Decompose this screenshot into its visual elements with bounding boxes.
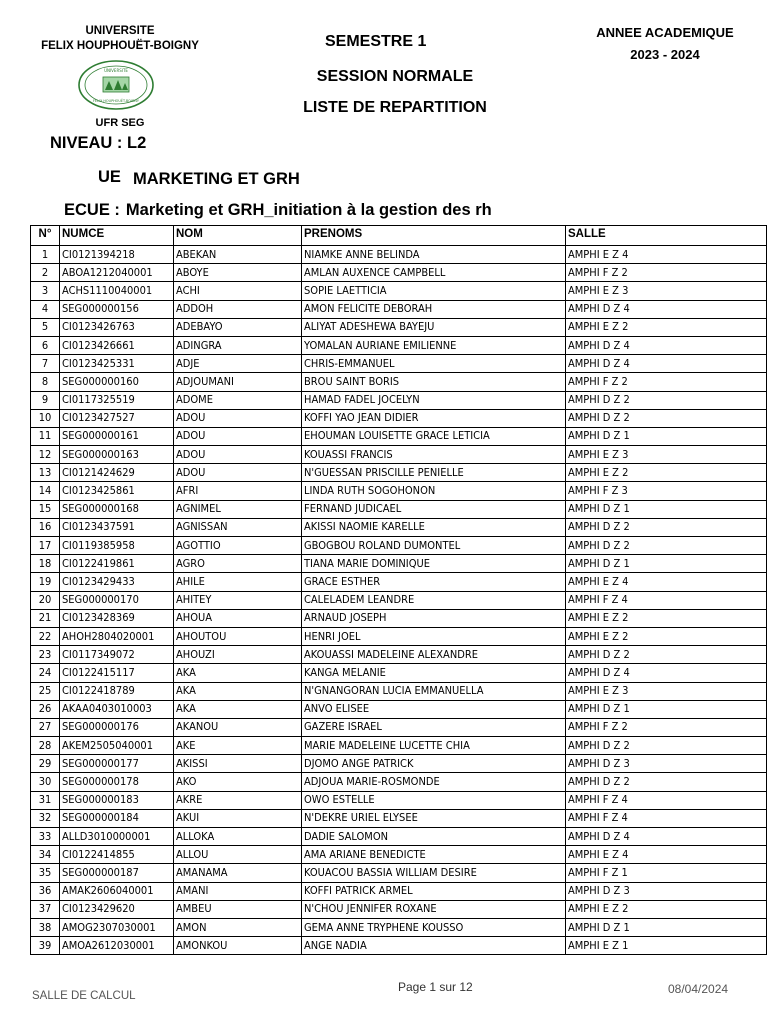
cell-nom: AHOUA <box>174 609 302 627</box>
table-body <box>31 246 767 955</box>
cell-num: 39 <box>31 937 60 955</box>
cell-numce: SEG000000156 <box>60 300 174 318</box>
cell-salle: AMPHI D Z 1 <box>566 700 767 718</box>
cell-prenoms: KOFFI PATRICK ARMEL <box>302 882 566 900</box>
cell-numce: CI0123428369 <box>60 609 174 627</box>
cell-numce: AMOG2307030001 <box>60 918 174 936</box>
cell-numce: SEG000000161 <box>60 427 174 445</box>
cell-numce: CI0119385958 <box>60 537 174 555</box>
cell-numce: AHOH2804020001 <box>60 627 174 645</box>
cell-nom: AKANOU <box>174 718 302 736</box>
ue-label: UE <box>98 168 121 186</box>
cell-salle: AMPHI E Z 3 <box>566 446 767 464</box>
liste-title: LISTE DE REPARTITION <box>303 99 487 116</box>
cell-num: 13 <box>31 464 60 482</box>
cell-numce: CI0122414855 <box>60 846 174 864</box>
cell-numce: SEG000000178 <box>60 773 174 791</box>
cell-prenoms: BROU SAINT BORIS <box>302 373 566 391</box>
cell-numce: SEG000000168 <box>60 500 174 518</box>
annee-label: ANNEE ACADEMIQUE <box>596 25 734 40</box>
cell-nom: ABOYE <box>174 264 302 282</box>
table-row <box>31 718 767 736</box>
cell-nom: AMONKOU <box>174 937 302 955</box>
cell-salle: AMPHI F Z 4 <box>566 591 767 609</box>
cell-prenoms: GBOGBOU ROLAND DUMONTEL <box>302 537 566 555</box>
table-row <box>31 373 767 391</box>
cell-prenoms: GRACE ESTHER <box>302 573 566 591</box>
cell-prenoms: CHRIS-EMMANUEL <box>302 355 566 373</box>
cell-numce: ACHS1110040001 <box>60 282 174 300</box>
logo-text-top: UNIVERSITE <box>104 68 128 73</box>
cell-num: 33 <box>31 828 60 846</box>
cell-num: 35 <box>31 864 60 882</box>
cell-prenoms: AKISSI NAOMIE KARELLE <box>302 518 566 536</box>
cell-nom: ADJOUMANI <box>174 373 302 391</box>
cell-nom: AHOUTOU <box>174 627 302 645</box>
cell-salle: AMPHI D Z 2 <box>566 773 767 791</box>
cell-num: 7 <box>31 355 60 373</box>
cell-salle: AMPHI E Z 2 <box>566 627 767 645</box>
cell-numce: SEG000000187 <box>60 864 174 882</box>
cell-salle: AMPHI F Z 2 <box>566 264 767 282</box>
table-row <box>31 791 767 809</box>
cell-nom: ADDOH <box>174 300 302 318</box>
cell-num: 2 <box>31 264 60 282</box>
cell-num: 8 <box>31 373 60 391</box>
table-row <box>31 664 767 682</box>
cell-nom: ADOME <box>174 391 302 409</box>
cell-num: 4 <box>31 300 60 318</box>
cell-nom: AKE <box>174 737 302 755</box>
cell-nom: AKRE <box>174 791 302 809</box>
cell-prenoms: HENRI JOEL <box>302 627 566 645</box>
cell-prenoms: KOFFI YAO JEAN DIDIER <box>302 409 566 427</box>
cell-prenoms: ARNAUD JOSEPH <box>302 609 566 627</box>
cell-prenoms: N'CHOU JENNIFER ROXANE <box>302 900 566 918</box>
table-row <box>31 755 767 773</box>
cell-nom: ADINGRA <box>174 336 302 354</box>
cell-nom: AKA <box>174 682 302 700</box>
footer-room: SALLE DE CALCUL <box>32 990 136 1002</box>
cell-salle: AMPHI D Z 1 <box>566 918 767 936</box>
cell-numce: SEG000000170 <box>60 591 174 609</box>
cell-prenoms: N'DEKRE URIEL ELYSEE <box>302 809 566 827</box>
cell-salle: AMPHI E Z 3 <box>566 282 767 300</box>
cell-prenoms: ANGE NADIA <box>302 937 566 955</box>
table-row <box>31 682 767 700</box>
column-num-header: N° <box>31 226 60 246</box>
cell-num: 14 <box>31 482 60 500</box>
cell-salle: AMPHI D Z 2 <box>566 391 767 409</box>
cell-num: 10 <box>31 409 60 427</box>
logo-text-bottom: FELIX HOUPHOUËT-BOIGNY <box>92 99 140 103</box>
cell-salle: AMPHI E Z 4 <box>566 246 767 264</box>
university-line2: FELIX HOUPHOUËT-BOIGNY <box>41 40 199 52</box>
cell-prenoms: OWO ESTELLE <box>302 791 566 809</box>
cell-num: 20 <box>31 591 60 609</box>
semestre-title: SEMESTRE 1 <box>325 33 427 50</box>
cell-prenoms: GEMA ANNE TRYPHENE KOUSSO <box>302 918 566 936</box>
cell-nom: AGRO <box>174 555 302 573</box>
table-row <box>31 937 767 955</box>
ufr-label: UFR SEG <box>95 117 145 129</box>
cell-prenoms: YOMALAN AURIANE EMILIENNE <box>302 336 566 354</box>
table-row <box>31 846 767 864</box>
cell-nom: AGNIMEL <box>174 500 302 518</box>
table-row <box>31 591 767 609</box>
cell-salle: AMPHI F Z 4 <box>566 791 767 809</box>
cell-prenoms: LINDA RUTH SOGOHONON <box>302 482 566 500</box>
column-nom-header: NOM <box>174 226 302 246</box>
cell-num: 3 <box>31 282 60 300</box>
table-row <box>31 900 767 918</box>
cell-salle: AMPHI D Z 1 <box>566 555 767 573</box>
cell-prenoms: AMON FELICITE DEBORAH <box>302 300 566 318</box>
table-row <box>31 409 767 427</box>
table-row <box>31 282 767 300</box>
cell-numce: CI0123426763 <box>60 318 174 336</box>
cell-num: 36 <box>31 882 60 900</box>
cell-num: 6 <box>31 336 60 354</box>
cell-numce: SEG000000184 <box>60 809 174 827</box>
page-number: Page 1 sur 12 <box>398 980 473 994</box>
cell-nom: AMON <box>174 918 302 936</box>
cell-salle: AMPHI E Z 1 <box>566 937 767 955</box>
cell-num: 22 <box>31 627 60 645</box>
cell-num: 28 <box>31 737 60 755</box>
cell-nom: ALLOU <box>174 846 302 864</box>
cell-numce: SEG000000177 <box>60 755 174 773</box>
cell-salle: AMPHI D Z 2 <box>566 518 767 536</box>
cell-num: 9 <box>31 391 60 409</box>
cell-salle: AMPHI F Z 4 <box>566 809 767 827</box>
table-row <box>31 609 767 627</box>
table-row <box>31 446 767 464</box>
cell-salle: AMPHI E Z 2 <box>566 318 767 336</box>
cell-salle: AMPHI F Z 1 <box>566 864 767 882</box>
cell-prenoms: CALELADEM LEANDRE <box>302 591 566 609</box>
cell-salle: AMPHI E Z 4 <box>566 846 767 864</box>
cell-nom: AGOTTIO <box>174 537 302 555</box>
cell-num: 5 <box>31 318 60 336</box>
table-row <box>31 500 767 518</box>
cell-prenoms: FERNAND JUDICAEL <box>302 500 566 518</box>
cell-salle: AMPHI E Z 2 <box>566 609 767 627</box>
cell-nom: AFRI <box>174 482 302 500</box>
ecue-value: Marketing et GRH_initiation à la gestion des rh <box>125 201 492 219</box>
cell-nom: ADOU <box>174 409 302 427</box>
cell-prenoms: N'GUESSAN PRISCILLE PENIELLE <box>302 464 566 482</box>
cell-numce: CI0122415117 <box>60 664 174 682</box>
cell-prenoms: AKOUASSI MADELEINE ALEXANDRE <box>302 646 566 664</box>
cell-num: 30 <box>31 773 60 791</box>
cell-num: 27 <box>31 718 60 736</box>
cell-numce: CI0123437591 <box>60 518 174 536</box>
cell-salle: AMPHI D Z 2 <box>566 737 767 755</box>
table-row <box>31 300 767 318</box>
academic-year <box>575 22 755 66</box>
cell-num: 19 <box>31 573 60 591</box>
table-row <box>31 391 767 409</box>
cell-num: 34 <box>31 846 60 864</box>
table-row <box>31 809 767 827</box>
cell-nom: ADJE <box>174 355 302 373</box>
cell-nom: ACHI <box>174 282 302 300</box>
cell-num: 31 <box>31 791 60 809</box>
ue-value: MARKETING ET GRH <box>133 170 300 188</box>
cell-prenoms: KANGA MELANIE <box>302 664 566 682</box>
table-row <box>31 828 767 846</box>
repartition-table <box>30 225 767 955</box>
niveau-label: NIVEAU : L2 <box>50 134 147 152</box>
cell-num: 11 <box>31 427 60 445</box>
cell-nom: AMBEU <box>174 900 302 918</box>
table-row <box>31 627 767 645</box>
cell-salle: AMPHI F Z 2 <box>566 718 767 736</box>
cell-numce: AKEM2505040001 <box>60 737 174 755</box>
cell-salle: AMPHI D Z 4 <box>566 300 767 318</box>
cell-num: 16 <box>31 518 60 536</box>
cell-num: 15 <box>31 500 60 518</box>
cell-nom: AKISSI <box>174 755 302 773</box>
cell-numce: AKAA0403010003 <box>60 700 174 718</box>
table-row <box>31 355 767 373</box>
cell-salle: AMPHI D Z 1 <box>566 500 767 518</box>
cell-prenoms: EHOUMAN LOUISETTE GRACE LETICIA <box>302 427 566 445</box>
cell-salle: AMPHI E Z 2 <box>566 900 767 918</box>
cell-num: 38 <box>31 918 60 936</box>
cell-numce: SEG000000176 <box>60 718 174 736</box>
cell-num: 25 <box>31 682 60 700</box>
cell-salle: AMPHI D Z 2 <box>566 537 767 555</box>
cell-numce: CI0123425331 <box>60 355 174 373</box>
cell-nom: AKUI <box>174 809 302 827</box>
table-row <box>31 482 767 500</box>
cell-prenoms: AMA ARIANE BENEDICTE <box>302 846 566 864</box>
cell-num: 1 <box>31 246 60 264</box>
cell-salle: AMPHI D Z 2 <box>566 409 767 427</box>
cell-numce: CI0123429620 <box>60 900 174 918</box>
cell-nom: AMANI <box>174 882 302 900</box>
cell-prenoms: ADJOUA MARIE-ROSMONDE <box>302 773 566 791</box>
cell-salle: AMPHI D Z 4 <box>566 664 767 682</box>
cell-num: 23 <box>31 646 60 664</box>
table-row <box>31 264 767 282</box>
cell-prenoms: MARIE MADELEINE LUCETTE CHIA <box>302 737 566 755</box>
cell-prenoms: SOPIE LAETTICIA <box>302 282 566 300</box>
table-row <box>31 737 767 755</box>
table-row <box>31 864 767 882</box>
cell-nom: ADOU <box>174 464 302 482</box>
cell-numce: SEG000000163 <box>60 446 174 464</box>
table-row <box>31 318 767 336</box>
cell-prenoms: AMLAN AUXENCE CAMPBELL <box>302 264 566 282</box>
cell-nom: AGNISSAN <box>174 518 302 536</box>
cell-num: 32 <box>31 809 60 827</box>
table-row <box>31 464 767 482</box>
table-row <box>31 336 767 354</box>
column-prenoms-header: PRENOMS <box>302 226 566 246</box>
cell-prenoms: HAMAD FADEL JOCELYN <box>302 391 566 409</box>
cell-numce: CI0122419861 <box>60 555 174 573</box>
table-row <box>31 646 767 664</box>
cell-prenoms: ALIYAT ADESHEWA BAYEJU <box>302 318 566 336</box>
cell-numce: CI0117349072 <box>60 646 174 664</box>
cell-prenoms: GAZERE ISRAEL <box>302 718 566 736</box>
cell-nom: ADOU <box>174 446 302 464</box>
cell-numce: CI0121424629 <box>60 464 174 482</box>
cell-nom: AHOUZI <box>174 646 302 664</box>
cell-prenoms: KOUASSI FRANCIS <box>302 446 566 464</box>
cell-num: 37 <box>31 900 60 918</box>
cell-prenoms: ANVO ELISEE <box>302 700 566 718</box>
table-row <box>31 918 767 936</box>
cell-num: 29 <box>31 755 60 773</box>
cell-num: 26 <box>31 700 60 718</box>
column-numce-header: NUMCE <box>60 226 174 246</box>
cell-num: 18 <box>31 555 60 573</box>
cell-nom: ALLOKA <box>174 828 302 846</box>
cell-salle: AMPHI D Z 4 <box>566 828 767 846</box>
cell-numce: CI0123427527 <box>60 409 174 427</box>
university-name <box>20 24 220 54</box>
cell-numce: SEG000000160 <box>60 373 174 391</box>
ecue-label: ECUE : <box>64 201 120 219</box>
cell-numce: CI0121394218 <box>60 246 174 264</box>
cell-nom: AKA <box>174 700 302 718</box>
cell-numce: CI0117325519 <box>60 391 174 409</box>
table-row <box>31 773 767 791</box>
cell-nom: ADEBAYO <box>174 318 302 336</box>
cell-salle: AMPHI D Z 1 <box>566 427 767 445</box>
cell-num: 24 <box>31 664 60 682</box>
session-title: SESSION NORMALE <box>316 68 474 85</box>
cell-prenoms: KOUACOU BASSIA WILLIAM DESIRE <box>302 864 566 882</box>
cell-numce: CI0123426661 <box>60 336 174 354</box>
table-row <box>31 700 767 718</box>
cell-numce: ABOA1212040001 <box>60 264 174 282</box>
cell-nom: AKA <box>174 664 302 682</box>
table-row <box>31 518 767 536</box>
cell-num: 17 <box>31 537 60 555</box>
cell-salle: AMPHI F Z 3 <box>566 482 767 500</box>
cell-numce: AMOA2612030001 <box>60 937 174 955</box>
cell-nom: AKO <box>174 773 302 791</box>
cell-salle: AMPHI D Z 3 <box>566 755 767 773</box>
cell-numce: CI0122418789 <box>60 682 174 700</box>
cell-salle: AMPHI E Z 4 <box>566 573 767 591</box>
table-row <box>31 246 767 264</box>
cell-prenoms: DJOMO ANGE PATRICK <box>302 755 566 773</box>
cell-numce: CI0123429433 <box>60 573 174 591</box>
table-header-row <box>31 226 767 246</box>
cell-nom: AHITEY <box>174 591 302 609</box>
cell-salle: AMPHI D Z 2 <box>566 646 767 664</box>
cell-prenoms: N'GNANGORAN LUCIA EMMANUELLA <box>302 682 566 700</box>
table-row <box>31 882 767 900</box>
ecue-line <box>64 201 498 220</box>
cell-salle: AMPHI F Z 2 <box>566 373 767 391</box>
table-row <box>31 427 767 445</box>
cell-num: 12 <box>31 446 60 464</box>
table-row <box>31 573 767 591</box>
cell-prenoms: NIAMKE ANNE BELINDA <box>302 246 566 264</box>
cell-salle: AMPHI D Z 4 <box>566 355 767 373</box>
cell-salle: AMPHI D Z 3 <box>566 882 767 900</box>
cell-num: 21 <box>31 609 60 627</box>
table-row <box>31 555 767 573</box>
cell-prenoms: DADIE SALOMON <box>302 828 566 846</box>
cell-nom: AMANAMA <box>174 864 302 882</box>
annee-value: 2023 - 2024 <box>630 47 700 62</box>
cell-numce: AMAK2606040001 <box>60 882 174 900</box>
university-logo <box>78 60 154 110</box>
cell-salle: AMPHI D Z 4 <box>566 336 767 354</box>
print-date: 08/04/2024 <box>668 982 729 996</box>
cell-numce: CI0123425861 <box>60 482 174 500</box>
table-row <box>31 537 767 555</box>
column-salle-header: SALLE <box>566 226 767 246</box>
cell-prenoms: TIANA MARIE DOMINIQUE <box>302 555 566 573</box>
university-line1: UNIVERSITE <box>85 25 155 37</box>
cell-salle: AMPHI E Z 3 <box>566 682 767 700</box>
cell-numce: SEG000000183 <box>60 791 174 809</box>
cell-nom: ABEKAN <box>174 246 302 264</box>
cell-salle: AMPHI E Z 2 <box>566 464 767 482</box>
cell-nom: ADOU <box>174 427 302 445</box>
cell-numce: ALLD3010000001 <box>60 828 174 846</box>
cell-nom: AHILE <box>174 573 302 591</box>
